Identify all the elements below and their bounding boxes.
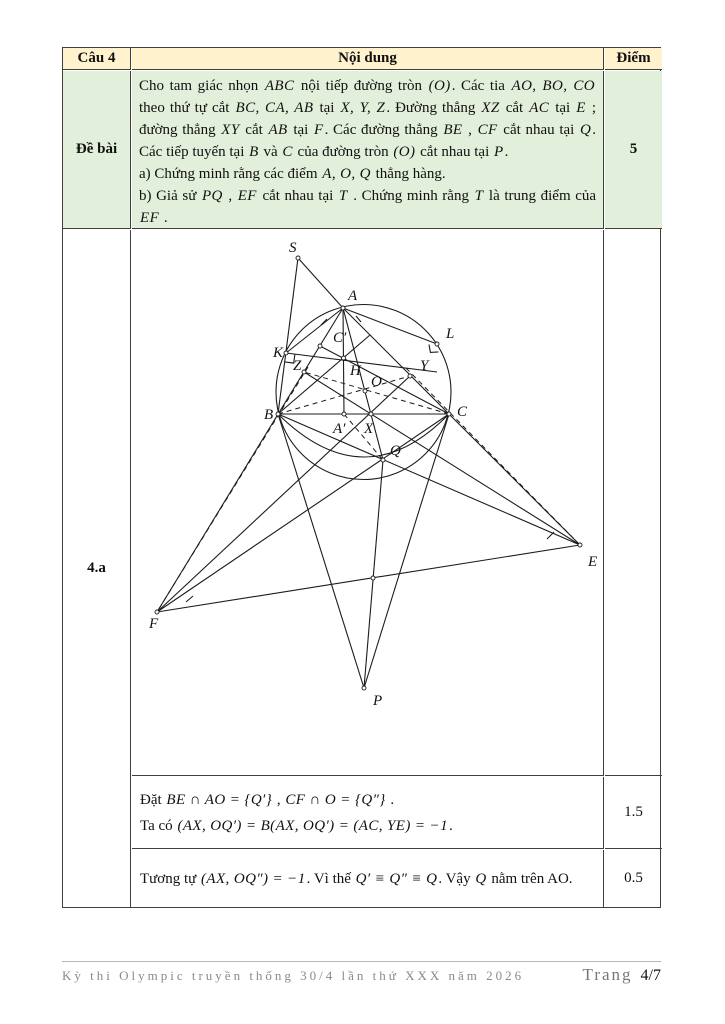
solution-line-3: Tương tự (AX, OQ″) = −1. Vì thế Q′ ≡ Q″ ≡ Q. Vậy Q nằm trên AO.	[140, 870, 573, 887]
svg-text:Y: Y	[420, 358, 429, 374]
problem-part-a: a) Chứng minh rằng các điểm A, O, Q thẳng hàng.	[139, 166, 446, 182]
header-cell-noi-dung: Nội dung	[132, 48, 604, 70]
header-cell-cau4: Câu 4	[63, 48, 131, 70]
score-figure-empty	[605, 230, 662, 776]
solution-line-1: Đặt BE ∩ AO = {Q′} , CF ∩ O = {Q″} .	[140, 791, 395, 808]
problem-part-b: b) Giả sử PQ , EF cắt nhau tại T . Chứng minh rằng T là trung điểm của EF .	[139, 188, 597, 226]
header-cell-diem: Điểm	[605, 48, 662, 70]
score-sol2: 0.5	[624, 870, 643, 886]
row-label-de-bai: Đề bài	[63, 71, 131, 229]
svg-text:O: O	[371, 374, 382, 390]
geometry-figure	[132, 230, 605, 777]
svg-text:A′: A′	[333, 421, 346, 437]
svg-text:C: C	[457, 404, 468, 420]
exam-table	[62, 47, 661, 908]
svg-text:C′: C′	[333, 330, 347, 346]
svg-text:K: K	[273, 345, 284, 361]
solution-line-2: Ta có (AX, OQ′) = B(AX, OQ′) = (AC, YE) = −1.	[140, 817, 453, 834]
figure-cell	[132, 230, 604, 776]
svg-text:B: B	[264, 407, 274, 423]
footer-title: Kỳ thi Olympic truyền thống 30/4 lần thứ XXX năm 2026	[62, 968, 525, 983]
svg-text:F: F	[149, 616, 159, 632]
page-footer	[62, 965, 661, 985]
footer-page-label: Trang	[582, 965, 633, 984]
svg-text:X: X	[364, 421, 374, 437]
svg-text:S: S	[289, 240, 297, 256]
score-de-bai: 5	[605, 71, 662, 229]
footer-divider	[62, 961, 661, 962]
svg-text:E: E	[588, 554, 598, 570]
svg-text:Q: Q	[390, 443, 401, 459]
svg-text:Z: Z	[293, 358, 302, 374]
problem-statement	[132, 71, 604, 229]
solution-row-2	[132, 850, 604, 907]
problem-paragraph: Cho tam giác nhọn ABC nội tiếp đường tròn (O). Các tia AO, BO, CO theo thứ tự cắt BC, CA, AB tại X, Y, Z. Đường thẳng XZ cắt AC tại E ; đường thẳng XY cắt AB tại F. Các đường thẳng BE , CF cắt nhau tại Q. Các tiếp tuyến tại B và C của đường tròn (O) cắt nhau tại P.	[139, 78, 597, 160]
footer-page-number: 4/7	[640, 967, 661, 984]
solution-row-1	[132, 777, 604, 849]
svg-text:A: A	[348, 288, 358, 304]
row-label-4a: 4.a	[63, 230, 131, 907]
score-sol1: 1.5	[605, 777, 662, 849]
svg-text:H: H	[350, 363, 361, 379]
svg-text:P: P	[373, 693, 383, 709]
svg-text:L: L	[446, 326, 455, 342]
